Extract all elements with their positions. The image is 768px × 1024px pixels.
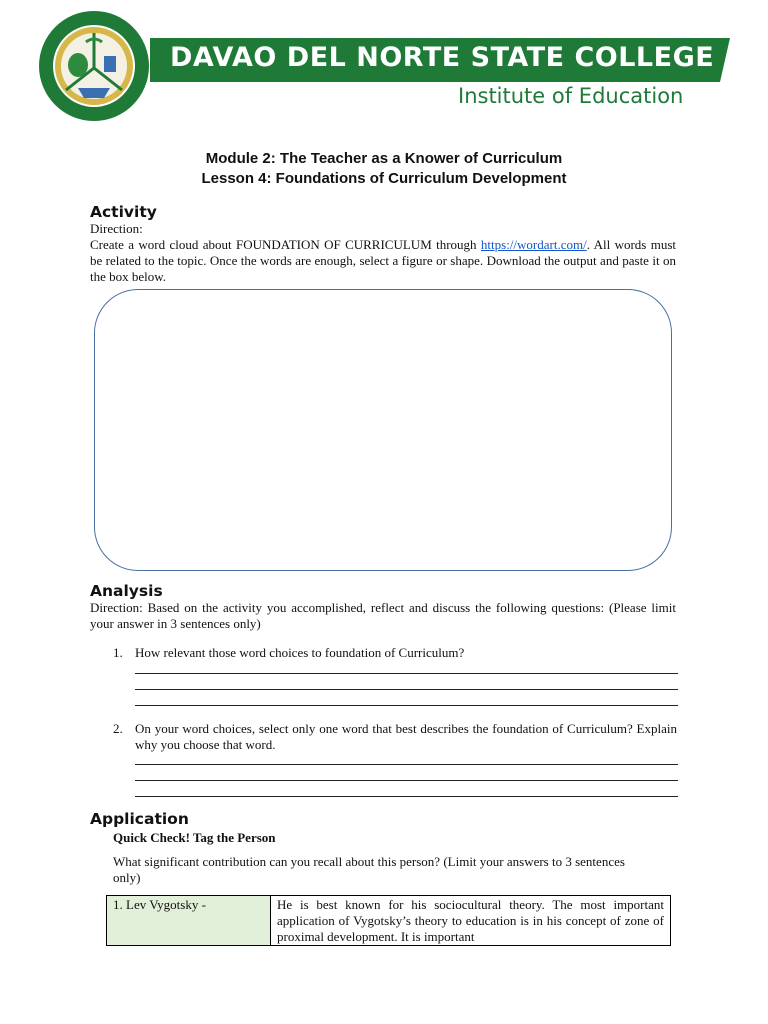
document-titles bbox=[0, 149, 768, 189]
question-2 bbox=[113, 721, 677, 753]
answer-line[interactable] bbox=[135, 796, 678, 797]
module-title: Module 2: The Teacher as a Knower of Curriculum bbox=[205, 150, 563, 167]
activity-heading: Activity bbox=[90, 203, 157, 221]
college-seal-logo bbox=[38, 10, 150, 122]
application-subheading: Quick Check! Tag the Person bbox=[113, 830, 276, 845]
institute-name: Institute of Education bbox=[458, 84, 684, 108]
question-number: 1. bbox=[113, 645, 123, 660]
answer-line[interactable] bbox=[135, 764, 678, 765]
answer-line[interactable] bbox=[135, 780, 678, 781]
instruction-text-continued: . All words must be related to the topic. Once the words are enough, select a figure or shape. Download the output and paste it on the box below. bbox=[90, 237, 676, 284]
application-prompt: What significant contribution can you recall about this person? (Limit your answers to 3 sentences only) bbox=[113, 854, 625, 885]
tag-the-person-table bbox=[106, 895, 671, 946]
table-row bbox=[107, 896, 671, 946]
wordart-link[interactable]: https://wordart.com/ bbox=[480, 237, 587, 252]
lesson-title: Lesson 4: Foundations of Curriculum Development bbox=[201, 170, 567, 187]
answer-line[interactable] bbox=[135, 673, 678, 674]
answer-line[interactable] bbox=[135, 705, 678, 706]
question-text: How relevant those word choices to foundation of Curriculum? bbox=[135, 645, 465, 660]
analysis-direction: Direction: Based on the activity you accomplished, reflect and discuss the following questions: (Please limit your answer in 3 sentences only) bbox=[90, 600, 676, 631]
application-heading: Application bbox=[90, 810, 189, 828]
activity-direction bbox=[90, 221, 676, 285]
person-name-cell: 1. Lev Vygotsky - bbox=[107, 896, 271, 946]
answer-line[interactable] bbox=[135, 689, 678, 690]
direction-label: Direction: bbox=[90, 221, 143, 236]
word-cloud-answer-box[interactable] bbox=[94, 289, 672, 571]
college-name: DAVAO DEL NORTE STATE COLLEGE bbox=[170, 42, 715, 73]
question-number: 2. bbox=[113, 721, 123, 736]
instruction-text: Create a word cloud about FOUNDATION OF CURRICULUM through bbox=[90, 237, 481, 252]
question-text: On your word choices, select only one word that best describes the foundation of Curriculum? Explain why you choose that word. bbox=[135, 721, 677, 752]
analysis-heading: Analysis bbox=[90, 582, 163, 600]
contribution-cell[interactable]: He is best known for his sociocultural theory. The most important application of Vygotsky’s theory to education is in his concept of zone of proximal development. It is important bbox=[271, 896, 671, 946]
question-1 bbox=[113, 645, 677, 661]
activity-instruction bbox=[90, 237, 676, 285]
document-header bbox=[0, 0, 768, 130]
